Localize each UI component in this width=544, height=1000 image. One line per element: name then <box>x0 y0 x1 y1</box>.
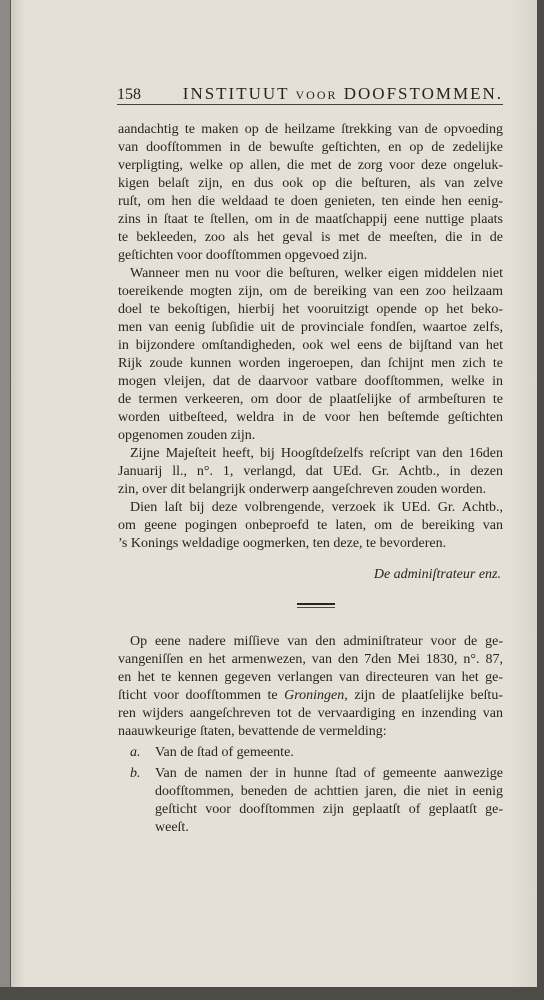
text-line: mogen vleijen, dat de daarvoor vatbare doofſtommen, welke in <box>118 374 503 389</box>
title-word: DOOFSTOMMEN. <box>343 84 503 103</box>
text-segment: ſticht voor doofſtommen te <box>118 688 285 703</box>
text-segment: , zijn de plaatſelijke beſtu- <box>344 688 503 703</box>
list-item <box>118 765 503 837</box>
text-line: doofſtommen, beneden de achttien jaren, die niet in eenig <box>155 784 503 799</box>
text-line: Rijk zoude kunnen worden ingeroepen, dan ſchijnt men zich te <box>118 356 503 371</box>
text-line: worden uitbeſteed, weldra in de voor hen beſtemde geſtichten <box>118 410 503 425</box>
text-line: Van de namen der in hunne ſtad of gemeente aanwezige <box>155 766 503 781</box>
letter-text <box>118 121 503 553</box>
title-word: INSTITUUT <box>182 84 290 103</box>
list-label: b. <box>130 766 141 781</box>
text-line: zin, over dit belangrijk onderwerp aangeſchreven zouden worden. <box>118 482 487 497</box>
text-line: geſticht voor doofſtommen zijn geplaatſt of geplaatſt ge- <box>155 802 503 817</box>
notice-text <box>118 633 503 837</box>
text-line: vangeniſſen en het armenwezen, van den 7den Mei 1830, n°. 87, <box>118 652 503 667</box>
text-line: verpligting, welke op allen, die met de zorg voor deze ongeluk- <box>118 158 503 173</box>
text-line: Zijne Majeſteit heeft, bij Hoogſtdeſzelfs reſcript van den 16den <box>130 446 503 461</box>
place-name: Groningen <box>284 688 345 703</box>
text-line: geſtichten voor doofſtommen opgevoed zijn. <box>118 248 368 263</box>
text-line: ruſt, om hen die weldaad te doen genieten, ten einde hen eenig- <box>118 194 503 209</box>
paragraph <box>118 499 503 553</box>
text-line: zins in ſtaat te ſtellen, om in de maatſchappij eene nuttige plaats <box>118 212 503 227</box>
paragraph <box>118 445 503 499</box>
text-line: Januarij ll., n°. 1, verlangd, dat UEd. Gr. Achtb., in dezen <box>118 464 503 479</box>
text-line <box>118 687 503 705</box>
text-line: doel te bekoſtigen, hierbij het vooruitzigt opende op het beko- <box>118 302 503 317</box>
section-divider <box>297 607 335 608</box>
text-line: opgenomen zouden zijn. <box>118 428 256 443</box>
text-line: te bekleeden, zoo als het geval is met de meeſten, die in de <box>118 230 503 245</box>
text-line: kigen belaſt zijn, en dus ook op die beſturen, als van zelve <box>118 176 503 191</box>
text-line: aandachtig te maken op de heilzame ſtrekking van de opvoeding <box>118 122 503 137</box>
running-header <box>117 84 503 104</box>
text-line: weeſt. <box>155 820 189 835</box>
text-line: in bijzondere omſtandigheden, ook wel eens de bijſtand van het <box>118 338 503 353</box>
text-line: Van de ſtad of gemeente. <box>155 745 294 760</box>
text-line: van doofſtommen in de bewuſte geſtichten, en op de zedelijke <box>118 140 503 155</box>
list-item <box>118 744 503 762</box>
text-line: toereikende mogten zijn, om de bereiking van een zoo heilzaam <box>118 284 503 299</box>
page-number: 158 <box>117 86 141 103</box>
text-line: men van eenig ſubſidie uit de provinciale fondſen, waartoe zelfs, <box>118 320 503 335</box>
text-line: ren wijders aangeſchreven tot de vervaardiging en inzending van <box>118 706 503 721</box>
text-line: naauwkeurige ſtaten, bevattende de vermelding: <box>118 724 387 739</box>
text-line: om geene pogingen onbeproefd te laten, om de bereiking van <box>118 518 503 533</box>
text-line: ’s Konings weldadige oogmerken, ten deze, te bevorderen. <box>118 536 447 551</box>
header-rule <box>117 104 503 105</box>
section-divider <box>297 603 335 605</box>
scan-edge <box>0 0 11 987</box>
text-line: de termen verkeeren, om door de plaatſelijke of armbeſturen te <box>118 392 503 407</box>
text-line: en het te kennen gegeven verlangen van directeuren van het ge- <box>118 670 503 685</box>
running-title <box>183 84 503 104</box>
paragraph <box>118 265 503 445</box>
list-label: a. <box>130 745 141 760</box>
text-line: Dien laſt bij deze volbrengende, verzoek ik UEd. Gr. Achtb., <box>130 500 503 515</box>
text-line: Wanneer men nu voor die beſturen, welker eigen middelen niet <box>130 266 503 281</box>
title-word: voor <box>295 84 338 103</box>
text-line: Op eene nadere miſſieve van den adminiſtrateur voor de ge- <box>130 634 503 649</box>
signature: De adminiſtrateur enz. <box>373 567 501 582</box>
paragraph <box>118 633 503 741</box>
paragraph <box>118 121 503 265</box>
